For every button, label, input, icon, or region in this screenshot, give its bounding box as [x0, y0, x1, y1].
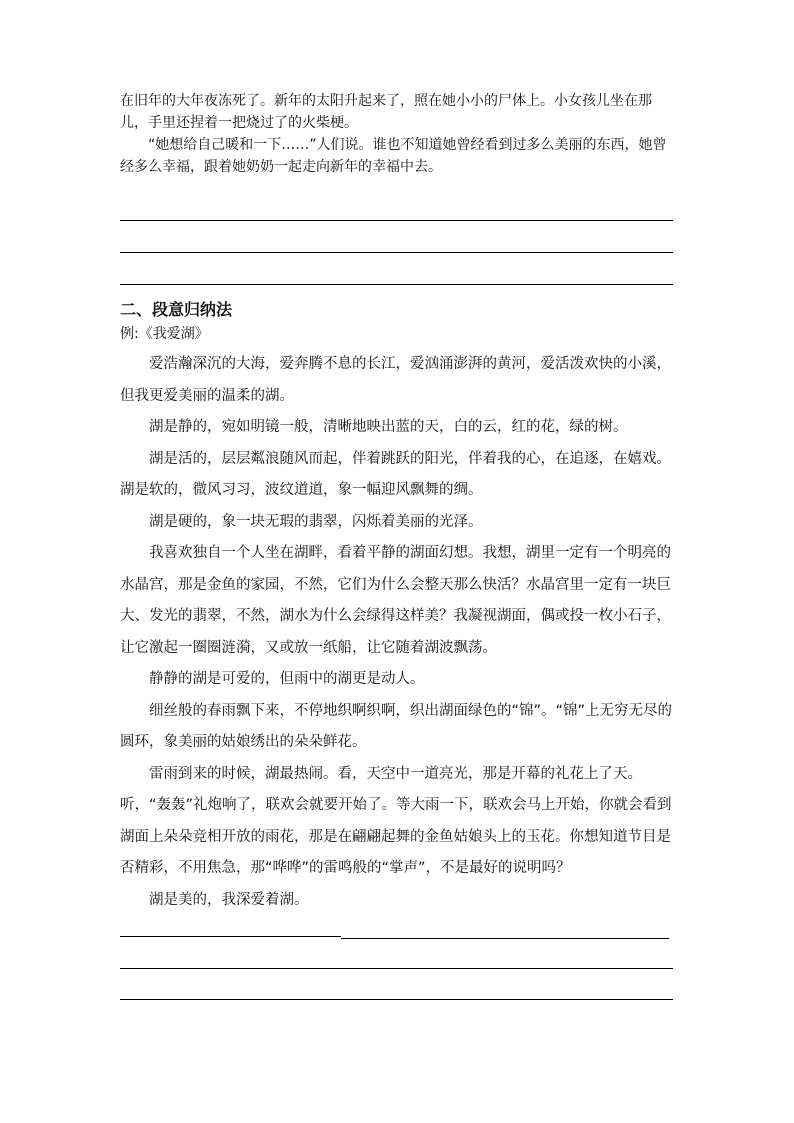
- article-paragraph: 雷雨到来的时候，湖最热闹。看，天空中一道亮光，那是开幕的礼花上了天。听，“轰轰”礼炮响了，联欢会就要开始了。等大雨一下，联欢会马上开始，你就会看到湖面上朵朵竞相开放的雨花，那是在翩翩起舞的金鱼姑娘头上的玉花。你想知道节目是否精彩，不用焦急，那“哗哗”的雷鸣般的“掌声”，不是最好的说明吗？: [120, 765, 672, 876]
- article-paragraph: 静静的湖是可爱的，但雨中的湖更是动人。: [149, 671, 425, 687]
- article-paragraph: 我喜欢独自一个人坐在湖畔，看着平静的湖面幻想。我想，湖里一定有一个明亮的水晶宫，那是金鱼的家园，不然，它们为什么会整天那么快活？水晶宫里一定有一块巨大、发光的翡翠，不然，湖水为什么会绿得这样美？我凝视湖面，偶或投一枚小石子，让它激起一圈圈涟漪，又或放一纸船，让它随着湖波飘荡。: [120, 545, 671, 656]
- story-ending-paragraph: 在旧年的大年夜冻死了。新年的太阳升起来了，照在她小小的尸体上。小女孩儿坐在那儿，手里还捏着一把烧过了的火柴梗。: [120, 93, 652, 131]
- article-paragraph: 爱浩瀚深沉的大海，爱奔腾不息的长江，爱汹涌澎湃的黄河，爱活泼欢快的小溪，但我更爱美丽的温柔的湖。: [120, 356, 671, 404]
- article-paragraph: 湖是美的，我深爱着湖。: [149, 891, 309, 908]
- example-label: 例:《我爱湖》: [120, 326, 209, 342]
- answer-line[interactable]: [120, 999, 673, 1000]
- article-paragraph: 细丝般的春雨飘下来，不停地织啊织啊，织出湖面绿色的“锦”。“锦”上无穷无尽的圆环，象美丽的姑娘绣出的朵朵鲜花。: [120, 702, 673, 750]
- article-paragraph: 湖是硬的，象一块无瑕的翡翠，闪烁着美丽的光泽。: [149, 513, 483, 530]
- story-ending-paragraph: “她想给自己暖和一下……”人们说。谁也不知道她曾经看到过多么美丽的东西，她曾经多么幸福，跟着她奶奶一起走向新年的幸福中去。: [120, 137, 667, 175]
- article-paragraph: 湖是活的，层层粼浪随风而起，伴着跳跃的阳光，伴着我的心，在追逐，在嬉戏。湖是软的，微风习习，波纹道道，象一幅迎风飘舞的绸。: [120, 450, 671, 498]
- article-paragraph: 湖是静的，宛如明镜一般，清晰地映出蓝的天，白的云，红的花，绿的树。: [149, 419, 628, 435]
- section-heading: 二、段意归纳法: [120, 300, 233, 319]
- document-page: [120, 90, 675, 1000]
- answer-line[interactable]: [120, 936, 673, 937]
